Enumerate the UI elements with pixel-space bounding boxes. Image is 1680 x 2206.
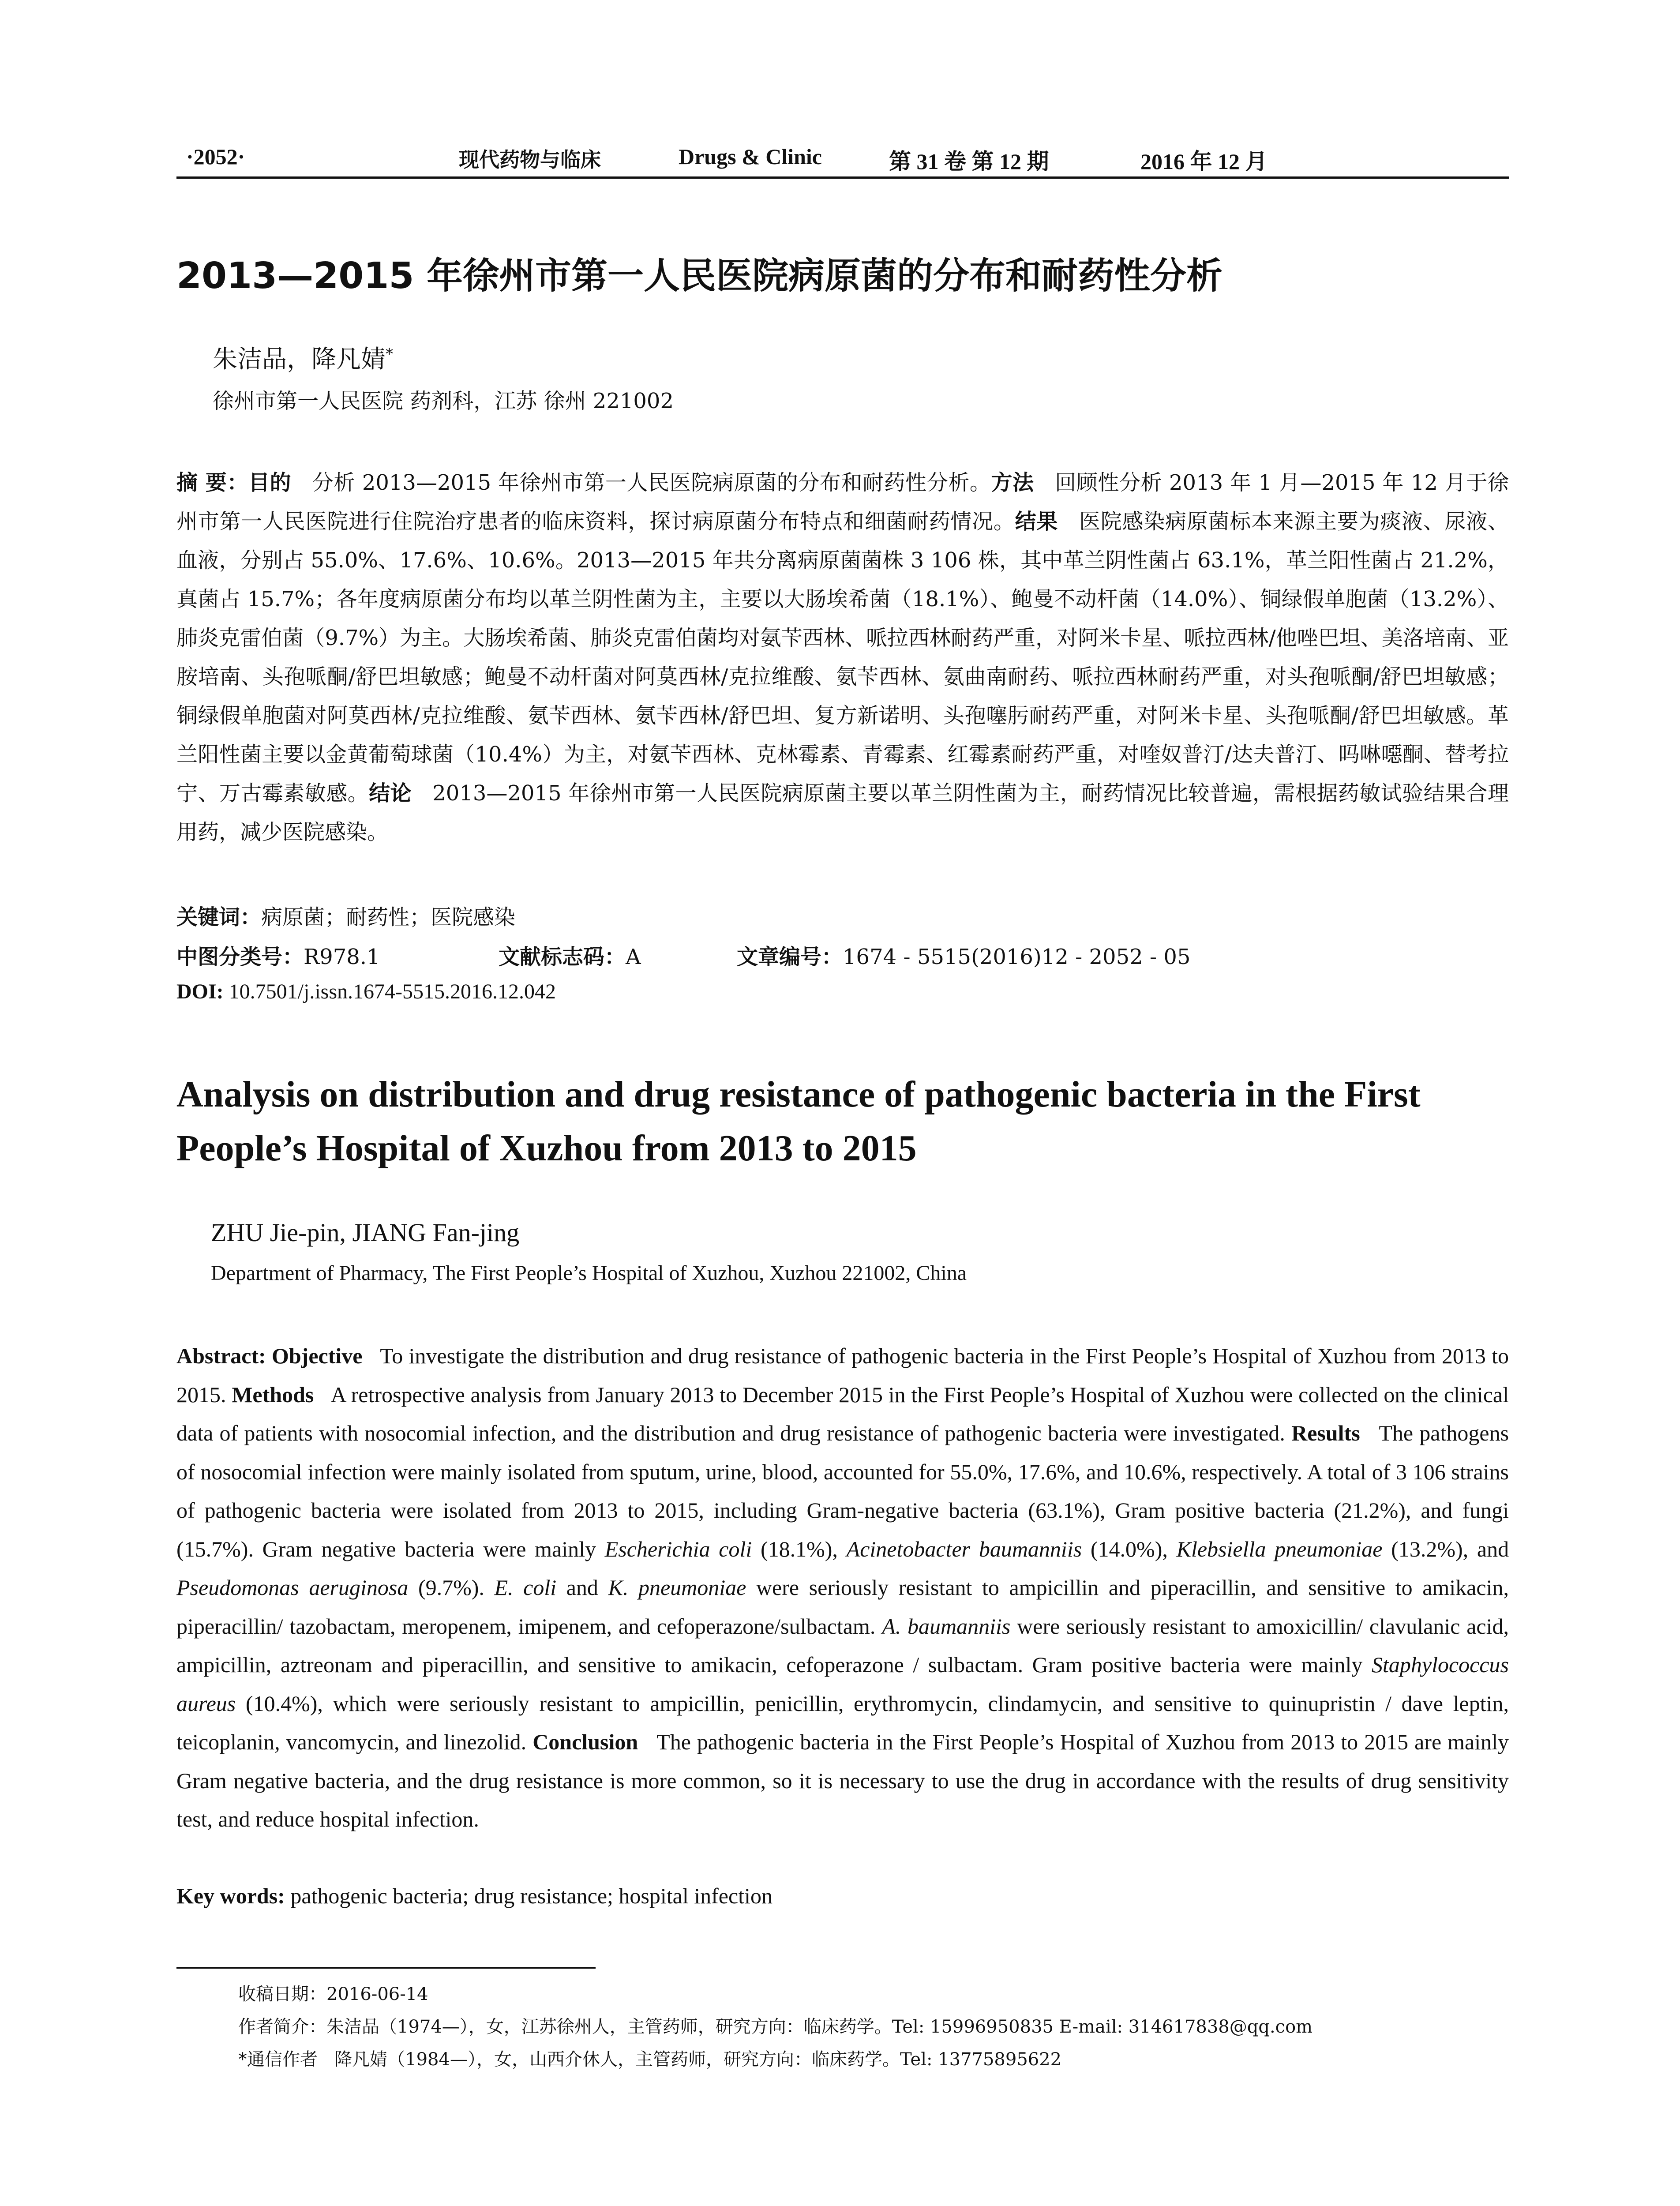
footnote-author	[238, 2013, 1312, 2038]
species-name: K. pneumoniae	[608, 1575, 746, 1600]
doc-code-label: 文献标志码：	[499, 945, 626, 969]
abstract-cn-label: 摘 要：	[176, 470, 249, 495]
abstract-cn	[176, 463, 1509, 852]
corresponding-label: *通信作者	[238, 2049, 318, 2070]
author-bio-label: 作者简介：	[238, 2017, 326, 2037]
keywords-cn-label: 关键词：	[176, 905, 262, 930]
conclusion-cn-label: 结论	[369, 781, 412, 806]
results-en-part: were seriously resistant to ampicillin and piperacillin, and sensitive to amikacin, piperacillin/ tazobactam, meropenem, imipenem, and cefoperazone/sulbactam.	[176, 1575, 1509, 1639]
affiliation-en: Department of Pharmacy, The First People’s Hospital of Xuzhou, Xuzhou 221002, China	[211, 1261, 967, 1285]
classification-line	[176, 940, 1191, 970]
keywords-cn	[176, 900, 515, 930]
received-date: 2016-06-14	[326, 1984, 428, 2004]
results-en-label: Results	[1291, 1421, 1360, 1445]
conclusion-en-label: Conclusion	[532, 1730, 638, 1754]
objective-cn-label: 目的	[248, 470, 292, 495]
results-en-part: (13.2%), and	[1391, 1536, 1509, 1561]
species-name: Acinetobacter baumanniis	[846, 1536, 1082, 1561]
doi-line	[176, 979, 556, 1004]
results-cn: 医院感染病原菌标本来源主要为痰液、尿液、血液，分别占 55.0%、17.6%、10.6%。2013—2015 年共分离病原菌菌株 3 106 株，其中革兰阴性菌占 63.1%，革兰阳性菌占 21.2%，真菌占 15.7%；各年度病原菌分布均以革兰阴性菌为主，主要以大肠埃希菌（18.1%）、鲍曼不动杆菌（14.0%）、铜绿假单胞菌（13.2%）、肺炎克雷伯菌（9.7%）为主。大肠埃希菌、肺炎克雷伯菌均对氨苄西林、哌拉西林耐药严重，对阿米卡星、哌拉西林/他唑巴坦、美洛培南、亚胺培南、头孢哌酮/舒巴坦敏感；鲍曼不动杆菌对阿莫西林/克拉维酸、氨苄西林、氨曲南耐药、哌拉西林耐药严重，对头孢哌酮/舒巴坦敏感；铜绿假单胞菌对阿莫西林/克拉维酸、氨苄西林、氨苄西林/舒巴坦、复方新诺明、头孢噻肟耐药严重，对阿米卡星、头孢哌酮/舒巴坦敏感。革兰阳性菌主要以金黄葡萄球菌（10.4%）为主，对氨苄西林、克林霉素、青霉素、红霉素耐药严重，对喹奴普汀/达夫普汀、吗啉噁酮、替考拉宁、万古霉素敏感。	[176, 509, 1509, 806]
abstract-en	[176, 1337, 1509, 1839]
received-label: 收稿日期：	[238, 1984, 326, 2004]
objective-en-label: Objective	[271, 1343, 363, 1368]
results-en-part: (14.0%),	[1090, 1536, 1168, 1561]
journal-name-cn: 现代药物与临床	[459, 148, 601, 172]
journal-name-en: Drugs & Clinic	[679, 144, 822, 169]
species-name: Staphylococcus aureus	[176, 1652, 1509, 1716]
results-en-part: (9.7%).	[418, 1575, 484, 1600]
issue-date: 2016 年 12 月	[1140, 149, 1268, 174]
keywords-cn-text: 病原菌；耐药性；医院感染	[261, 905, 516, 930]
footnote-received	[238, 1980, 428, 2005]
keywords-en-text: pathogenic bacteria; drug resistance; hospital infection	[290, 1883, 772, 1908]
article-id: 1674 - 5515(2016)12 - 2052 - 05	[843, 945, 1191, 969]
doc-code: A	[626, 945, 641, 969]
doi-label: DOI:	[176, 980, 224, 1003]
results-en-part: and	[566, 1575, 598, 1600]
corresponding-bio: 降凡婧（1984—），女，山西介休人，主管药师，研究方向：临床药学。Tel: 13775895622	[334, 2049, 1062, 2070]
doi-value: 10.7501/j.issn.1674-5515.2016.12.042	[229, 980, 556, 1003]
results-en-part: were seriously resistant to amoxicillin/ clavulanic acid, ampicillin, aztreonam and piperacillin, and sensitive to amikacin, cefoperazone / sulbactam. Gram positive bacteria were mainly	[176, 1613, 1509, 1677]
running-header	[176, 140, 1509, 179]
volume-issue: 第 31 卷 第 12 期	[889, 149, 1049, 174]
results-en-part: (10.4%), which were seriously resistant to ampicillin, penicillin, erythromycin, clindamycin, and sensitive to quinupristin / dave leptin, teicoplanin, vancomycin, and linezolid.	[176, 1691, 1509, 1754]
species-name: Pseudomonas aeruginosa	[176, 1575, 409, 1600]
affiliation-cn: 徐州市第一人民医院 药剂科，江苏 徐州 221002	[213, 389, 674, 413]
objective-cn: 分析 2013—2015 年徐州市第一人民医院病原菌的分布和耐药性分析。	[312, 470, 991, 495]
authors-cn-names: 朱洁品，降凡婧	[213, 345, 386, 374]
objective-en: To investigate the distribution and drug resistance of pathogenic bacteria in the First People’s Hospital of Xuzhou from 2013 to 2015.	[176, 1343, 1509, 1407]
article-id-label: 文章编号：	[737, 945, 843, 969]
keywords-en	[176, 1883, 772, 1909]
species-name: Escherichia coli	[604, 1536, 752, 1561]
clc-number: R978.1	[304, 945, 380, 969]
results-en-part: (18.1%),	[760, 1536, 838, 1561]
authors-en: ZHU Jie-pin, JIANG Fan-jing	[211, 1218, 520, 1247]
methods-cn-label: 方法	[991, 470, 1034, 495]
results-en-part: The pathogens of nosocomial infection were mainly isolated from sputum, urine, blood, accounted for 55.0%, 17.6%, and 10.6%, respectively. A total of 3 106 strains of pathogenic bacteria were isolated from 2013 to 2015, including Gram-negative bacteria (63.1%), Gram positive bacteria (21.2%), and fungi (15.7%). Gram negative bacteria were mainly	[176, 1421, 1509, 1561]
clc-label: 中图分类号：	[176, 945, 304, 969]
methods-en-label: Methods	[232, 1382, 314, 1407]
species-name: Klebsiella pneumoniae	[1176, 1536, 1383, 1561]
title-en: Analysis on distribution and drug resistance of pathogenic bacteria in the First People’s Hospital of Xuzhou from 2013 to 2015	[176, 1074, 1421, 1169]
page-number: ·2052·	[186, 144, 245, 169]
conclusion-en: The pathogenic bacteria in the First People’s Hospital of Xuzhou from 2013 to 2015 are mainly Gram negative bacteria, and the drug resistance is more common, so it is necessary to use the drug in accordance with the results of drug sensitivity test, and reduce hospital infection.	[176, 1730, 1509, 1831]
author-bio: 朱洁品（1974—），女，江苏徐州人，主管药师，研究方向：临床药学。Tel: 15996950835 E-mail: 314617838@qq.com	[326, 2017, 1313, 2037]
species-name: E. coli	[494, 1575, 557, 1600]
authors-cn	[213, 340, 393, 375]
corresponding-mark: *	[386, 345, 393, 363]
species-name: A. baumanniis	[882, 1613, 1011, 1639]
title-cn: 2013—2015 年徐州市第一人民医院病原菌的分布和耐药性分析	[176, 255, 1222, 297]
footnote-corresponding	[238, 2045, 1061, 2071]
methods-en: A retrospective analysis from January 2013 to December 2015 in the First People’s Hospital of Xuzhou were collected on the clinical data of patients with nosocomial infection, and the distribution and drug resistance of pathogenic bacteria were investigated.	[176, 1382, 1509, 1445]
keywords-en-label: Key words:	[176, 1883, 285, 1908]
abstract-en-label: Abstract:	[176, 1343, 266, 1368]
results-cn-label: 结果	[1015, 509, 1058, 534]
methods-cn: 回顾性分析 2013 年 1 月—2015 年 12 月于徐州市第一人民医院进行住院治疗患者的临床资料，探讨病原菌分布特点和细菌耐药情况。	[176, 470, 1509, 534]
conclusion-cn: 2013—2015 年徐州市第一人民医院病原菌主要以革兰阴性菌为主，耐药情况比较普遍，需根据药敏试验结果合理用药，减少医院感染。	[176, 781, 1509, 844]
footnote-divider	[176, 1967, 596, 1969]
